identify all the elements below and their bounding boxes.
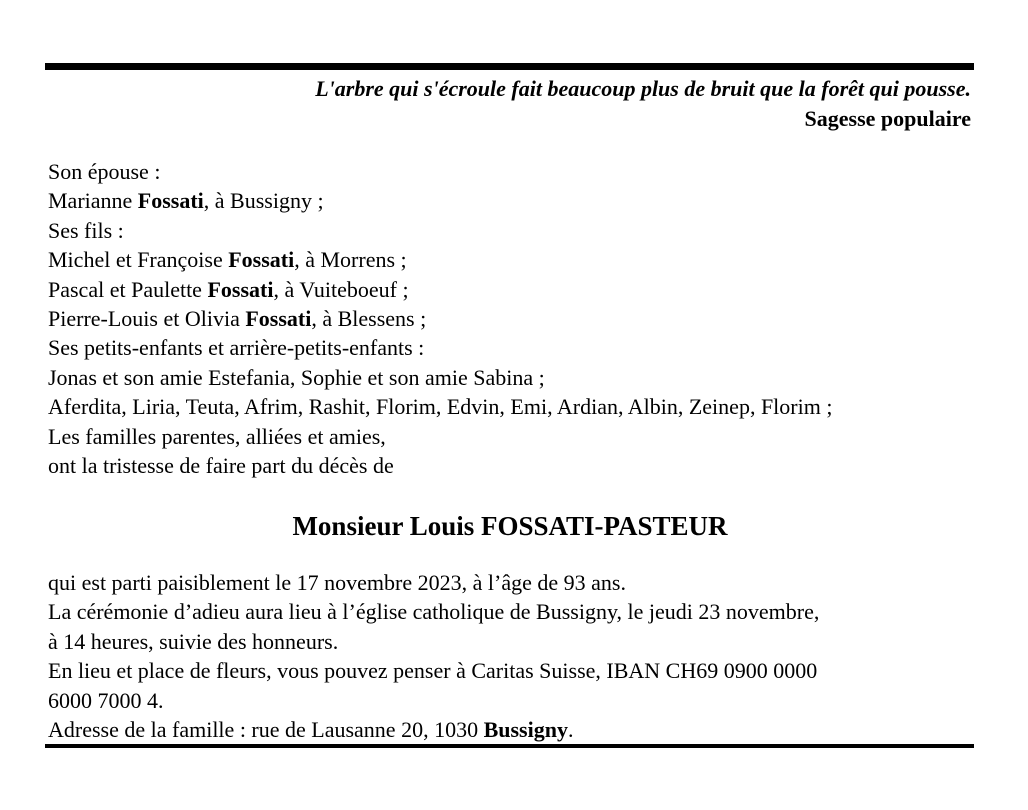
grandchildren-line-2: Aferdita, Liria, Teuta, Afrim, Rashit, Florim, Edvin, Emi, Ardian, Albin, Zeinep, Florim ;	[48, 394, 833, 420]
top-rule	[45, 63, 974, 70]
son3-place: , à Blessens ;	[311, 306, 427, 332]
spouse-place: , à Bussigny ;	[203, 188, 324, 214]
ceremony-details	[48, 568, 988, 744]
address-prefix: Adresse de la famille : rue de Lausanne 20, 1030	[48, 717, 484, 743]
son1-names: Michel et Françoise	[48, 247, 229, 273]
son2-place: , à Vuiteboeuf ;	[273, 276, 409, 302]
son1-place: , à Morrens ;	[294, 247, 407, 273]
epigraph-quote: L'arbre qui s'écroule fait beaucoup plus de bruit que la forêt qui pousse.	[315, 76, 971, 101]
spouse-heading: Son épouse :	[48, 159, 161, 184]
surname: Fossati	[228, 247, 295, 273]
details-line-2: La cérémonie d’adieu aura lieu à l’église catholique de Bussigny, le jeudi 23 novembre,	[48, 599, 820, 625]
epigraph-source: Sagesse populaire	[804, 106, 971, 131]
spouse-line	[48, 186, 988, 215]
son3-names: Pierre-Louis et Olivia	[48, 306, 246, 332]
spouse-name: Marianne	[48, 188, 138, 214]
family-list	[48, 157, 988, 480]
grandchildren-line-1: Jonas et son amie Estefania, Sophie et son amie Sabina ;	[48, 364, 545, 390]
surname: Fossati	[137, 188, 204, 214]
details-line-5: 6000 7000 4.	[48, 687, 164, 713]
relatives-line: Les familles parentes, alliées et amies,	[48, 423, 386, 449]
bottom-rule	[45, 744, 974, 748]
details-line-1: qui est parti paisiblement le 17 novembre 2023, à l’âge de 93 ans.	[48, 570, 626, 595]
grandchildren-heading: Ses petits-enfants et arrière-petits-enfants :	[48, 335, 425, 361]
son-line-3	[48, 304, 988, 333]
family-address	[48, 715, 988, 744]
announcement-line: ont la tristesse de faire part du décès de	[48, 453, 394, 479]
deceased-name: Monsieur Louis FOSSATI-PASTEUR	[292, 511, 728, 541]
surname: Fossati	[245, 306, 312, 332]
son-line-1	[48, 245, 988, 274]
epigraph	[315, 74, 971, 134]
address-suffix: .	[567, 717, 574, 743]
address-city: Bussigny	[483, 717, 568, 743]
son-line-2	[48, 275, 988, 304]
son2-names: Pascal et Paulette	[48, 276, 208, 302]
details-line-4: En lieu et place de fleurs, vous pouvez penser à Caritas Suisse, IBAN CH69 0900 0000	[48, 658, 818, 684]
surname: Fossati	[207, 276, 274, 302]
sons-heading: Ses fils :	[48, 217, 124, 243]
details-line-3: à 14 heures, suivie des honneurs.	[48, 628, 339, 654]
